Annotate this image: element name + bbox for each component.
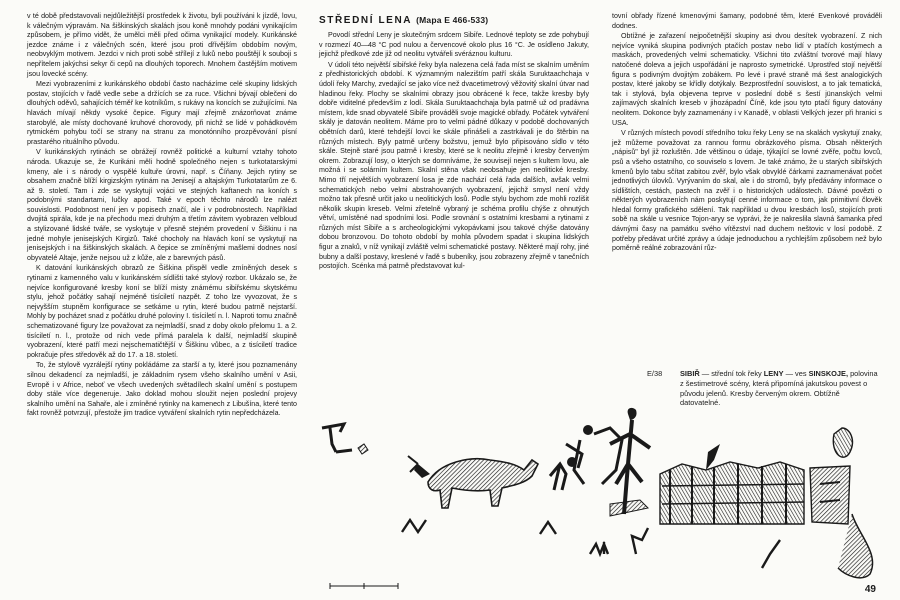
- paragraph: V kurikánských rytinách se obrážejí rovněž politické a kulturní vztahy tohoto národa. Ukazuje se, že Kurikáni měli hodně společného nejen s turkotatarskými kmeny, ale i s národy o vyspělé kultuře úrovni, např. s Číňany. Jejich rytiny se obsahem značně blíží kirgizským rytinám na Jenisejí a altajským Turkotatarům ze 6. až 9. století. Tam i zde se vyskytují vojáci ve stejných kaftanech na koních s podobnými standartami, lučky apod. Také v epoch těchto národů lze nalézt souvislosti. Podobnost není jen v popisech značí, ale i v podrobnostech. Například dvojitá spirála, kde je na přechodu mezi druhým a třetím závitem vyobrazen velbloud a stylizované lidské tváře, se vyskytuje v přesně stejném provedení v Šiškinu i na jedné mohyle jenisejských Kirgizů. Také chocholy na hlavách koní se vyskytují na jenisejských i na šiškinských skalách. A čepice se zmíněnými mašlemi dodnes nosí obyvatelé Altaje, jenže nejsou už z kůže, ale z barevných pásů.: [27, 148, 297, 262]
- paragraph: v té době představovali nejdůležitější prostředek k životu, byli používáni k jízdě, lovu, k válečným výpravám. Na šiškinských skalách jsou koně mnohdy podáni vynikajícím způsobem, je přímo vidět, že umělci měli před očima vynikající modely. Kurikánské jezdce známe i z válečných scén, které jsou proti dřívějším obdobím novým, neobvyklým motivem. Jezdci v nich proti sobě střílejí z luků nebo pouštějí k souboji s nepřítelem jakýchsi sekyr či cepů na dlouhých toporech. Mnohem častějším motivem jsou lovecké scény.: [27, 12, 297, 78]
- scale-bar: [328, 580, 403, 590]
- petroglyph-right-figures: [810, 428, 873, 578]
- petroglyph-shaman-figure: [610, 408, 650, 516]
- caption-text: — ves: [783, 369, 809, 378]
- paragraph: Mezi vyobrazeními z kurikánského období často nacházíme celé skupiny lidských postav, stojících v řadě vedle sebe a držících se za ruce. Všichni bývají oblečeni do dlouhých oděvů, sahajících téměř ke kotníkům, s rukávy na koncích se zužujícími. Na hlavách mívají někdy vysoké čepice. Figury mají zřejmě znázorňovat známe starobylé, ale místy dochované kruhové chorovody, při nichž se lidé v pohádkovém rytmickém pohybu točí se strany na stranu za monotónního prozpěvování písní prastarého rituálního původu.: [27, 80, 297, 146]
- caption-text: — střední tok řeky: [699, 369, 764, 378]
- text-column-left: [27, 12, 297, 594]
- petroglyph-bird-figures: [660, 444, 804, 524]
- petroglyph-elk: [408, 456, 538, 508]
- figure-label: E/38: [647, 369, 663, 378]
- paragraph: V údolí této největší sibiřské řeky byla nalezena celá řada míst se skalním uměním z předhistorických období. K významným nalezištím patří skála Suruktaachchaja v údolí řeky Marchy, zvedající se jako více než dvacetimetrový věžovitý skalní útvar nad hladinou řeky. Plochy se skalními obrazy jsou obrácené k řece, takže kresby byly dobře viditelné především z lodí. Skála Suruktaachchaja byla patrně už od pradávna místem, kde snad obyvatelé Sibiře prováděli svoje magické obřady. Počátek vytváření skály je datován neolitem. Máme pro to velmi pádné důkazy v podobě dochovaných obětních darů, které tehdejší lovci ke skále přinášeli a zastrkávali je do štěrbin na různých místech. Byly patrně určeny božstvu, jemuž bylo připisováno sídlo v této skále. Stejně staré jsou patrně i kresby, které se k neolitu zřejmě i kresby červeným okrem. Zobrazují losy, o kterých se domníváme, že souvisejí nejen s kultem lovu, ale možná i se solárním kultem. Skalní stěna však neobsahuje jen neolitické kresby. Mimo tří největších vyobrazení losa je zde nachází celá řada dalších, avšak velmi schematických nebo velmi abstrahovaných vyobrazení, jejichž smysl není vždy možno tak přesně určit jako u neolitických losů. Podle stylu bychom zde mohli rozlišit několik skupin kreseb. Velmi zřetelně vybraný je schéma profilu chýše z ohnutých větví, umístěné nad spodními losi. Podle srovnání s ostatními kresbami a rytinami z různých míst Sibiře a s archeologickými vykopávkami jsou takové chýše datovány dobou bronzovou. Do tohoto období by mohla původem spadat i skupina lidských figur a znaků, v níž vynikají zvláště velmi schematické postavy. Některé mají rohy, jiné bubny a další postavy, kreslené v řadě s bubeníky, jsou zobrazeny zřejmě v tanečních postojích. Scénka má patrně představovat kul-: [319, 60, 589, 271]
- paragraph: tovní obřady řízené kmenovými šamany, podobné těm, které Evenkové prováděli dodnes.: [612, 12, 882, 30]
- petroglyph-figures-group: [550, 425, 622, 490]
- paragraph: K datování kurikánských obrazů ze Šiškina přispěl vedle zmíněných desek s rytinami z kamenného valu v kurikánském sídlišti také stylový rozbor. Ukázalo se, že nejvíce konfigurované kresby koní se blíží misty známému sibiřskému skytskému stylu, jehož počátky sahají nejméně tisíciletí nazpět. Z toho lze vyvozovat, že s nejvyšším stupněm konfigurace se setkáme u rytin, které budou patrně nejstarší. Mohly by pocházet snad z počátku druhé poloviny I. tisíciletí n. l. Naproti tomu značně schematizované figury lze považovat za nejmladší, snad z doby okolo přelomu 1. a 2. tisíciletí n. l., protože od nich vede přímá paralela k další, nejmladší skupině vyobrazení, které patří mezi nejschematičtější v Šiškinu vůbec, a z tisíciletí tradice pokračuje přes středověk až do 17. a 18. století.: [27, 264, 297, 359]
- figure-caption: [647, 369, 880, 408]
- caption-village: SINSKOJE,: [808, 369, 849, 378]
- text-column-right: [612, 12, 882, 372]
- paragraph: Obtížné je zařazení nejpočetnější skupiny asi dvou desítek vyobrazení. Z nich nejvíce vyniká skupina podivných ptačích postav nebo lidí v ptačích kostýmech a maskách, provedených velmi schematicky. Všichni tito zvláštní tvorové mají hlavy natočené doleva a jejich uspořádání je naprosto symetrické. Uprostřed stojí největší figura s podivným dvojitým zobákem. Po levé i pravé straně má šest analogických postav, které jakoby se křídly dotýkaly. Bezprostřední souvislost, a to jak tematická, tak i stylová, byla objevena teprve v poslední době s šestí jünanských velmi zajímavých skalních kreseb v jihozápadní Číně, kde jsou tyto ptačí figury datovány neolitem. Dokonce byly zaznamenány i v Kanadě, v oblasti Velkých jezer při hranici s USA.: [612, 32, 882, 127]
- caption-region: SIBIŘ: [680, 369, 700, 378]
- section-title: STŘEDNÍ LENA: [319, 15, 412, 26]
- map-reference: (Mapa E 466-533): [416, 15, 489, 25]
- rock-art-illustration: [310, 404, 895, 586]
- caption-text: polovina z šestimetrové scény, která připomíná jakutskou povest o původu jelenů. Kresby červeným okrem. Obtížně datovatelné.: [680, 369, 878, 408]
- caption-river: LENY: [763, 369, 784, 378]
- text-column-middle: [319, 12, 589, 422]
- paragraph: V různých místech povodí středního toku řeky Leny se na skalách vyskytují znaky, jež můžeme považovat za rannou formu obrázkového písma. Obsah některých „nápisů" byl již rozluštěn. Jde většinou o údaje, týkající se lovné zvěře, počtu lovců, psů a všeho ostatního, co souviselo s lovem. Je také známo, že u starých sibiřských kmenů bylo tabu sčítat zabitou zvěř, bylo však obvyklé čárkami zaznamenávat počet jednotlivých úlovků. Vyrývaním do skal, ale i do stromů, byly předávány informace o sídlištích, cestách, pastech na zvěř i o historických událostech. Dávné povězti o některých vyobrazeních nám poskytují cenné informace o tom, jak primitivní člověk hledal formy grafického sdělení. Tak například u dvou kresbách losů, stojících proti sobě na skále u vesnice Tojon-aryy se vyprávi, že je nakreslila slavná šamanka před dávnými časy na památku svého vítězství nad duchem neštovic v losí podobě. Z potřeby předávat určité zprávy a údaje jednoduchou a rychlejším způsobem než bylo poměrně reálné zobrazování růz-: [612, 129, 882, 253]
- page-number: 49: [864, 584, 876, 595]
- petroglyph-lower-marks: [402, 520, 780, 568]
- petroglyph-small-figure: [322, 424, 368, 454]
- paragraph: To, že stylově vyzrálejší rytiny pokládáme za starší a ty, které jsou poznamenány silnou dekadencí za nejmladší, je základním rysem všeho skalního umění v Asii, Evropě i v Africe, neboť ve všech uvedených světadílech skalní umění s postupem doby stále více degeneruje. Jako doklad mohou sloužit nejen poslední projevy skalního umění na Sahaře, ale i zmíněné rytinky na kamenech z Libušína, které tento fakt rovněž potvrzují, přestože jim tradice vytváření skalních rytin nepředcházela.: [27, 361, 297, 418]
- section-heading: [319, 14, 589, 27]
- paragraph: Povodí střední Leny je skutečným srdcem Sibiře. Lednové teploty se zde pohybují v rozmezí 40—48 °C pod nulou a červencové okolo plus 16 °C. Je osídleno Jakuty, jejichž předkové zde již od neolitu vytvářeli svéráznou kulturu.: [319, 31, 589, 59]
